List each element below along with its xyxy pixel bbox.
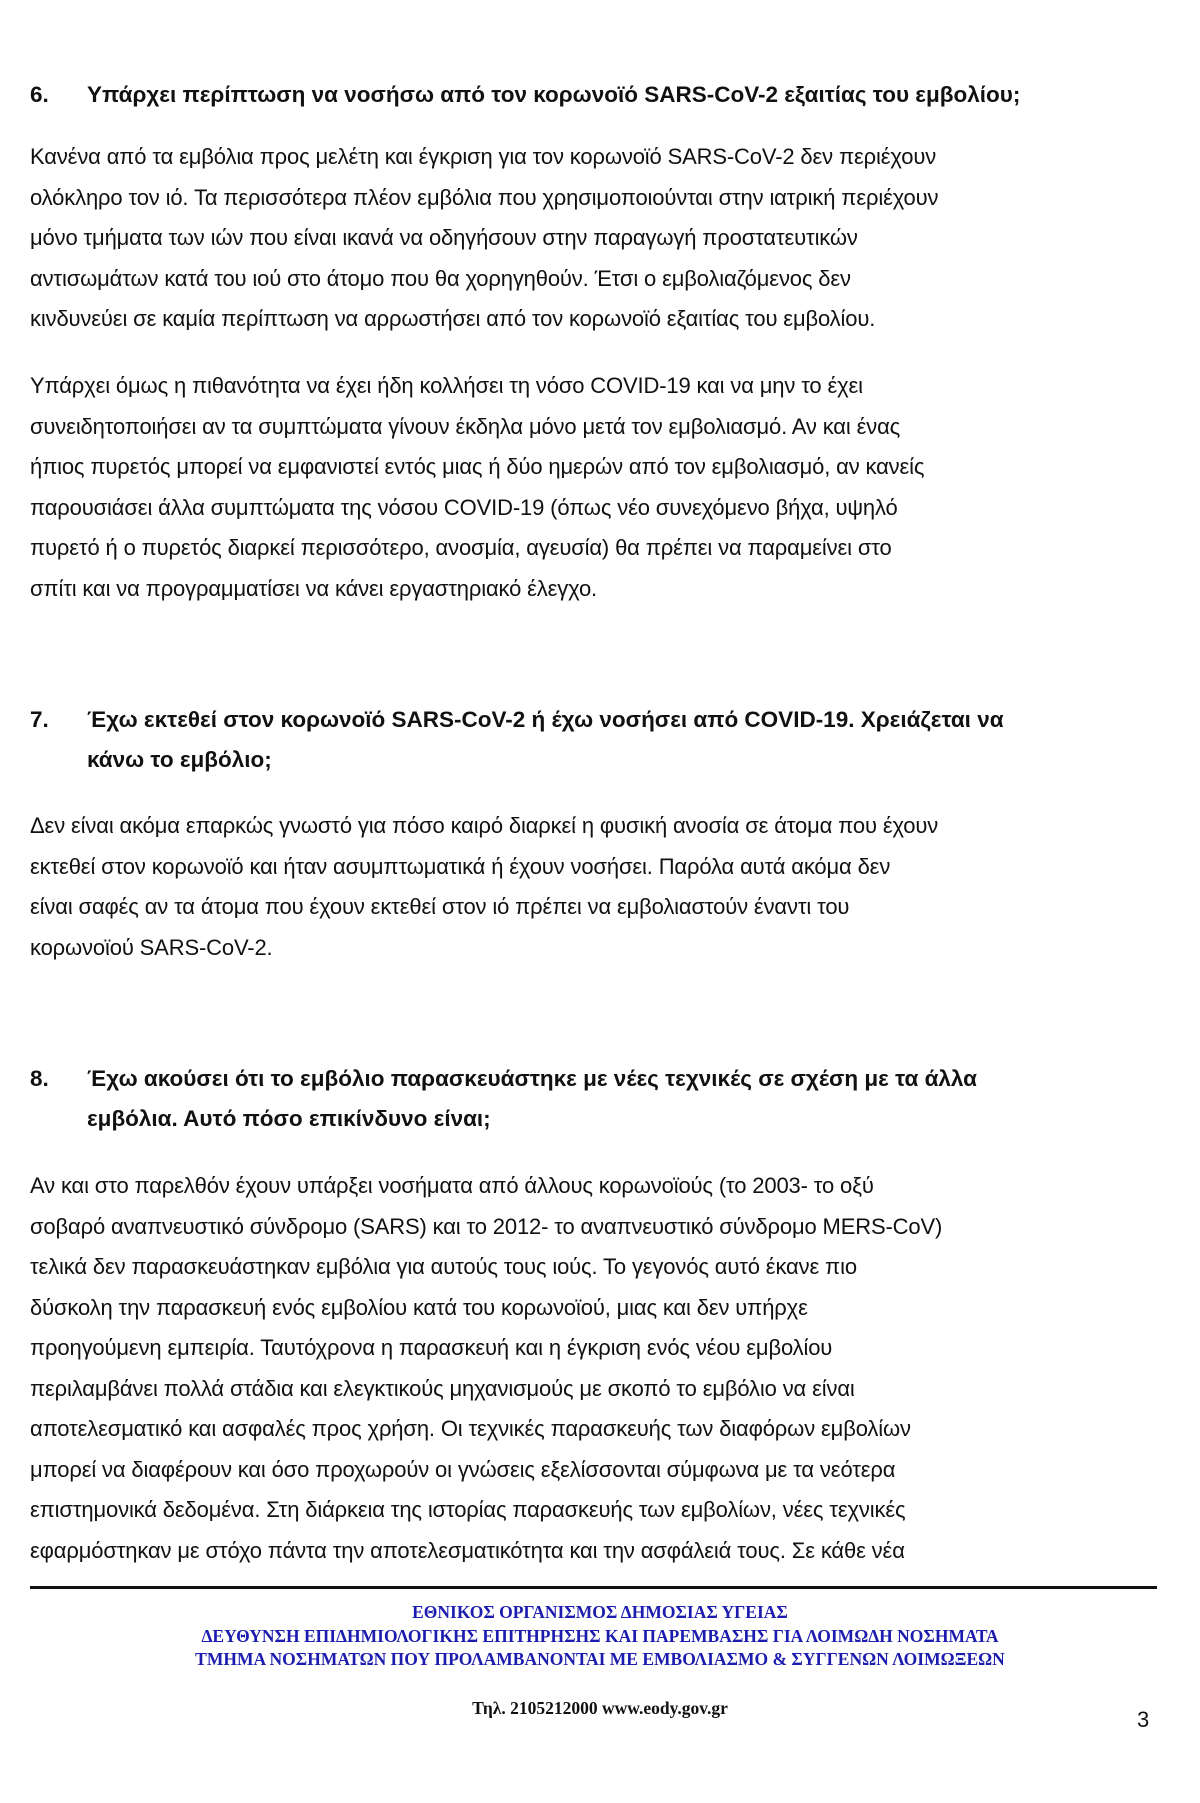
paragraph-line: ήπιος πυρετός μπορεί να εμφανιστεί εντός μιας ή δύο ημερών από τον εμβολιασμό, αν κανείς — [30, 454, 925, 479]
footer-organization — [0, 1601, 1200, 1672]
answer-paragraph — [30, 366, 1165, 609]
paragraph-line: εκτεθεί στον κορωνοϊό και ήταν ασυμπτωματικά ή έχουν νοσήσει. Παρόλα αυτά ακόμα δεν — [30, 853, 891, 879]
question-heading-7 — [30, 700, 1160, 780]
paragraph-line: παρουσιάσει άλλα συμπτώματα της νόσου COVID-19 (όπως νέο συνεχόμενο βήχα, υψηλό — [30, 494, 898, 520]
paragraph-line: Υπάρχει όμως η πιθανότητα να έχει ήδη κολλήσει τη νόσο COVID-19 και να μην το έχει — [30, 373, 863, 398]
paragraph-line: Αν και στο παρελθόν έχουν υπάρξει νοσήματα από άλλους κορωνοϊούς (το 2003- το οξύ — [30, 1173, 874, 1198]
paragraph-line: κινδυνεύει σε καμία περίπτωση να αρρωστήσει από τον κορωνοϊό εξαιτίας του εμβολίου. — [30, 306, 876, 331]
question-number: 8. — [30, 1066, 49, 1091]
paragraph-line: επιστημονικά δεδομένα. Στη διάρκεια της ιστορίας παρασκευής των εμβολίων, νέες τεχνικές — [30, 1497, 906, 1522]
page-number: 3 — [1137, 1707, 1150, 1732]
question-heading-line: Έχω ακούσει ότι το εμβόλιο παρασκευάστηκε με νέες τεχνικές σε σχέση με τα άλλα — [87, 1066, 978, 1091]
footer-contact: Τηλ. 2105212000 www.eody.gov.gr — [472, 1698, 728, 1718]
paragraph-line: Δεν είναι ακόμα επαρκώς γνωστό για πόσο καιρό διαρκεί η φυσική ανοσία σε άτομα που έχουν — [30, 813, 939, 838]
question-heading-8 — [30, 1059, 1160, 1139]
footer-org-line: ΤΜΗΜΑ ΝΟΣΗΜΑΤΩΝ ΠΟΥ ΠΡΟΛΑΜΒΑΝΟΝΤΑΙ ΜΕ ΕΜΒΟΛΙΑΣΜΟ & ΣΥΓΓΕΝΩΝ ΛΟΙΜΩΞΕΩΝ — [195, 1649, 1005, 1669]
paragraph-line: δύσκολη την παρασκευή ενός εμβολίου κατά του κορωνοϊού, μιας και δεν υπήρχε — [30, 1294, 808, 1320]
paragraph-line: ολόκληρο τον ιό. Τα περισσότερα πλέον εμβόλια που χρησιμοποιούνται στην ιατρική περιέχουν — [30, 184, 939, 210]
footer-org-line: ΕΘΝΙΚΟΣ ΟΡΓΑΝΙΣΜΟΣ ΔΗΜΟΣΙΑΣ ΥΓΕΙΑΣ — [412, 1602, 788, 1622]
question-heading-line: κάνω το εμβόλιο; — [87, 747, 272, 772]
footer-org-line: ΔΕΥΘΥΝΣΗ ΕΠΙΔΗΜΙΟΛΟΓΙΚΗΣ ΕΠΙΤΗΡΗΣΗΣ ΚΑΙ ΠΑΡΕΜΒΑΣΗΣ ΓΙΑ ΛΟΙΜΩΔΗ ΝΟΣΗΜΑΤΑ — [201, 1625, 999, 1646]
question-heading-line: Υπάρχει περίπτωση να νοσήσω από τον κορωνοϊό SARS-CoV-2 εξαιτίας του εμβολίου; — [87, 82, 1021, 107]
question-heading-6 — [30, 75, 1160, 115]
paragraph-line: σπίτι και να προγραμματίσει να κάνει εργαστηριακό έλεγχο. — [30, 575, 598, 601]
paragraph-line: είναι σαφές αν τα άτομα που έχουν εκτεθεί στον ιό πρέπει να εμβολιαστούν έναντι του — [30, 894, 850, 919]
footer-divider — [30, 1586, 1157, 1589]
answer-paragraph — [30, 806, 1165, 968]
answer-paragraph — [30, 137, 1165, 340]
paragraph-line: αντισωμάτων κατά του ιού στο άτομο που θα χορηγηθούν. Έτσι ο εμβολιαζόμενος δεν — [30, 265, 851, 291]
question-number: 7. — [30, 707, 49, 732]
answer-paragraph — [30, 1166, 1165, 1571]
paragraph-line: μπορεί να διαφέρουν και όσο προχωρούν οι γνώσεις εξελίσσονται σύμφωνα με τα νεότερα — [30, 1456, 896, 1482]
paragraph-line: μόνο τμήματα των ιών που είναι ικανά να οδηγήσουν στην παραγωγή προστατευτικών — [30, 225, 858, 250]
paragraph-line: προηγούμενη εμπειρία. Ταυτόχρονα η παρασκευή και η έγκριση ενός νέου εμβολίου — [30, 1335, 833, 1360]
question-heading-line: Έχω εκτεθεί στον κορωνοϊό SARS-CoV-2 ή έχω νοσήσει από COVID-19. Χρειάζεται να — [87, 707, 1004, 732]
paragraph-line: περιλαμβάνει πολλά στάδια και ελεγκτικούς μηχανισμούς με σκοπό το εμβόλιο να είναι — [30, 1375, 855, 1401]
paragraph-line: Κανένα από τα εμβόλια προς μελέτη και έγκριση για τον κορωνοϊό SARS-CoV-2 δεν περιέχουν — [30, 144, 937, 169]
paragraph-line: πυρετό ή ο πυρετός διαρκεί περισσότερο, ανοσμία, αγευσία) θα πρέπει να παραμείνει στο — [30, 535, 892, 560]
paragraph-line: συνειδητοποιήσει αν τα συμπτώματα γίνουν έκδηλα μόνο μετά τον εμβολιασμό. Αν και ένας — [30, 413, 901, 439]
paragraph-line: εφαρμόστηκαν με στόχο πάντα την αποτελεσματικότητα και την ασφάλειά τους. Σε κάθε νέα — [30, 1537, 905, 1563]
paragraph-line: αποτελεσματικό και ασφαλές προς χρήση. Οι τεχνικές παρασκευής των διαφόρων εμβολίων — [30, 1416, 911, 1441]
question-heading-line: εμβόλια. Αυτό πόσο επικίνδυνο είναι; — [87, 1106, 491, 1131]
paragraph-line: τελικά δεν παρασκευάστηκαν εμβόλια για αυτούς τους ιούς. Το γεγονός αυτό έκανε πιο — [30, 1254, 857, 1279]
paragraph-line: κορωνοϊού SARS-CoV-2. — [30, 934, 273, 960]
question-number: 6. — [30, 82, 49, 107]
paragraph-line: σοβαρό αναπνευστικό σύνδρομο (SARS) και το 2012- το αναπνευστικό σύνδρομο MERS-CoV) — [30, 1213, 943, 1239]
